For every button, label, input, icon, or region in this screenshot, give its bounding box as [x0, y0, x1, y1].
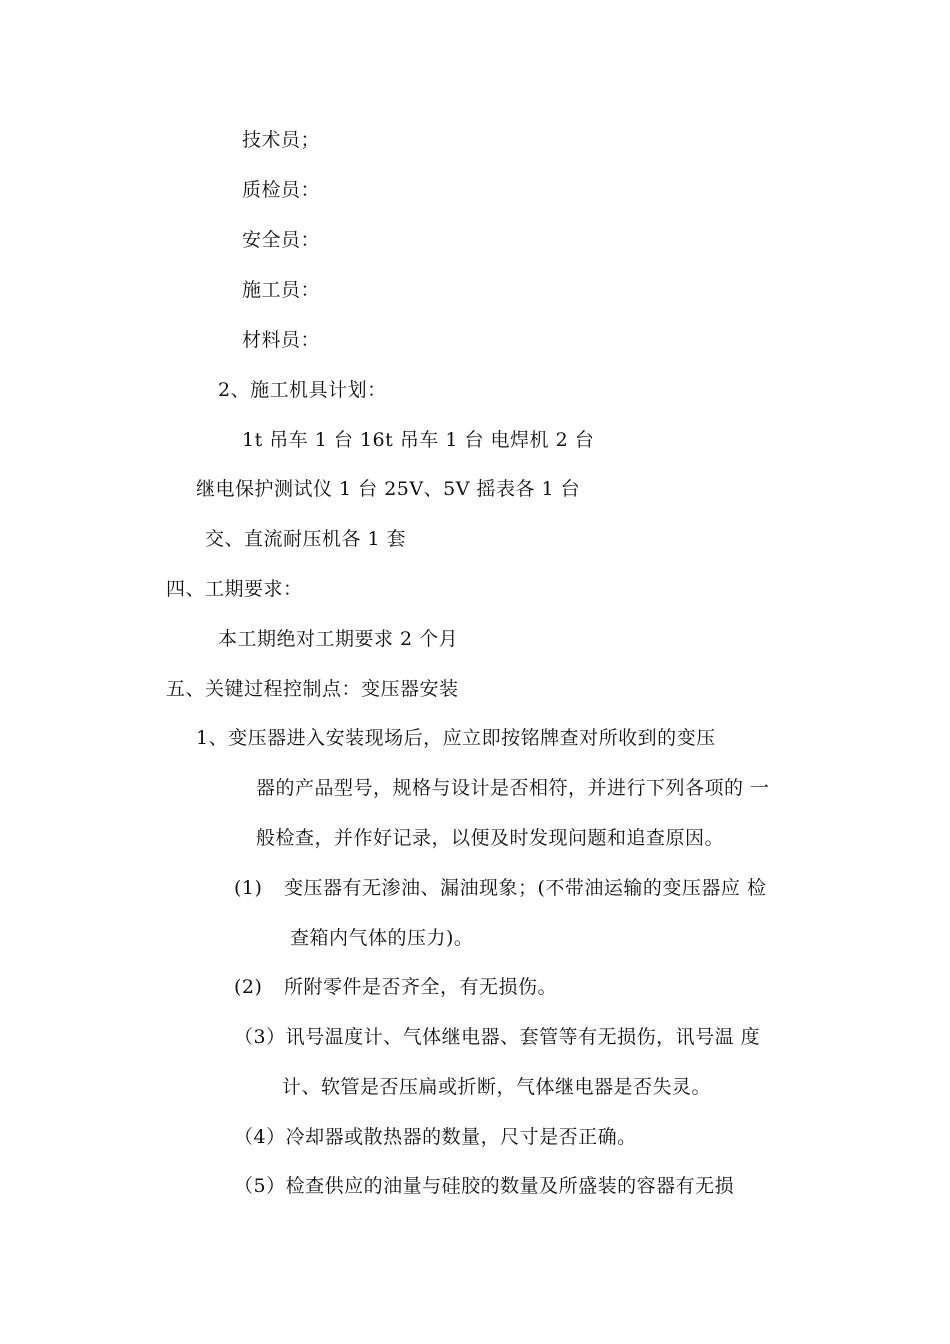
- section-5-heading: 五、关键过程控制点：变压器安装: [166, 678, 459, 700]
- equipment-heading: 2、施工机具计划：: [218, 379, 387, 401]
- sub-item-3-line-2: 计、软管是否压扁或折断，气体继电器是否失灵。: [282, 1076, 712, 1098]
- staff-technician: 技术员；: [242, 129, 321, 151]
- staff-construction-worker: 施工员：: [242, 279, 321, 301]
- item-1-line-1: 1、变压器进入安装现场后，应立即按铭牌查对所收到的变压: [196, 727, 716, 749]
- staff-safety-officer: 安全员：: [242, 229, 321, 251]
- sub-item-2-number: (2): [234, 976, 263, 998]
- sub-item-5-line-1: （5）检查供应的油量与硅胶的数量及所盛装的容器有无损: [234, 1175, 735, 1197]
- sub-item-4-line-1: （4）冷却器或散热器的数量，尺寸是否正确。: [234, 1126, 637, 1148]
- item-1-line-3: 般检查，并作好记录，以便及时发现问题和追查原因。: [256, 827, 725, 849]
- sub-item-1-line-1: 变压器有无渗油、漏油现象；(不带油运输的变压器应 检: [284, 877, 767, 899]
- item-1-line-2: 器的产品型号，规格与设计是否相符，并进行下列各项的 一: [256, 777, 770, 799]
- equipment-line-1: 1t 吊车 1 台 16t 吊车 1 台 电焊机 2 台: [242, 429, 595, 451]
- sub-item-3-line-1: （3）讯号温度计、气体继电器、套管等有无损伤，讯号温 度: [234, 1026, 761, 1048]
- sub-item-1-line-2: 查箱内气体的压力)。: [290, 927, 474, 949]
- section-4-heading: 四、工期要求：: [166, 578, 303, 600]
- staff-quality-inspector: 质检员：: [242, 179, 321, 201]
- sub-item-2-line-1: 所附零件是否齐全，有无损伤。: [284, 976, 558, 998]
- equipment-line-3: 交、直流耐压机各 1 套: [205, 528, 407, 550]
- staff-materials-officer: 材料员：: [242, 329, 321, 351]
- equipment-line-2: 继电保护测试仪 1 台 25V、5V 摇表各 1 台: [196, 478, 581, 500]
- sub-item-1-number: (1): [234, 877, 263, 899]
- section-4-text: 本工期绝对工期要求 2 个月: [218, 628, 459, 650]
